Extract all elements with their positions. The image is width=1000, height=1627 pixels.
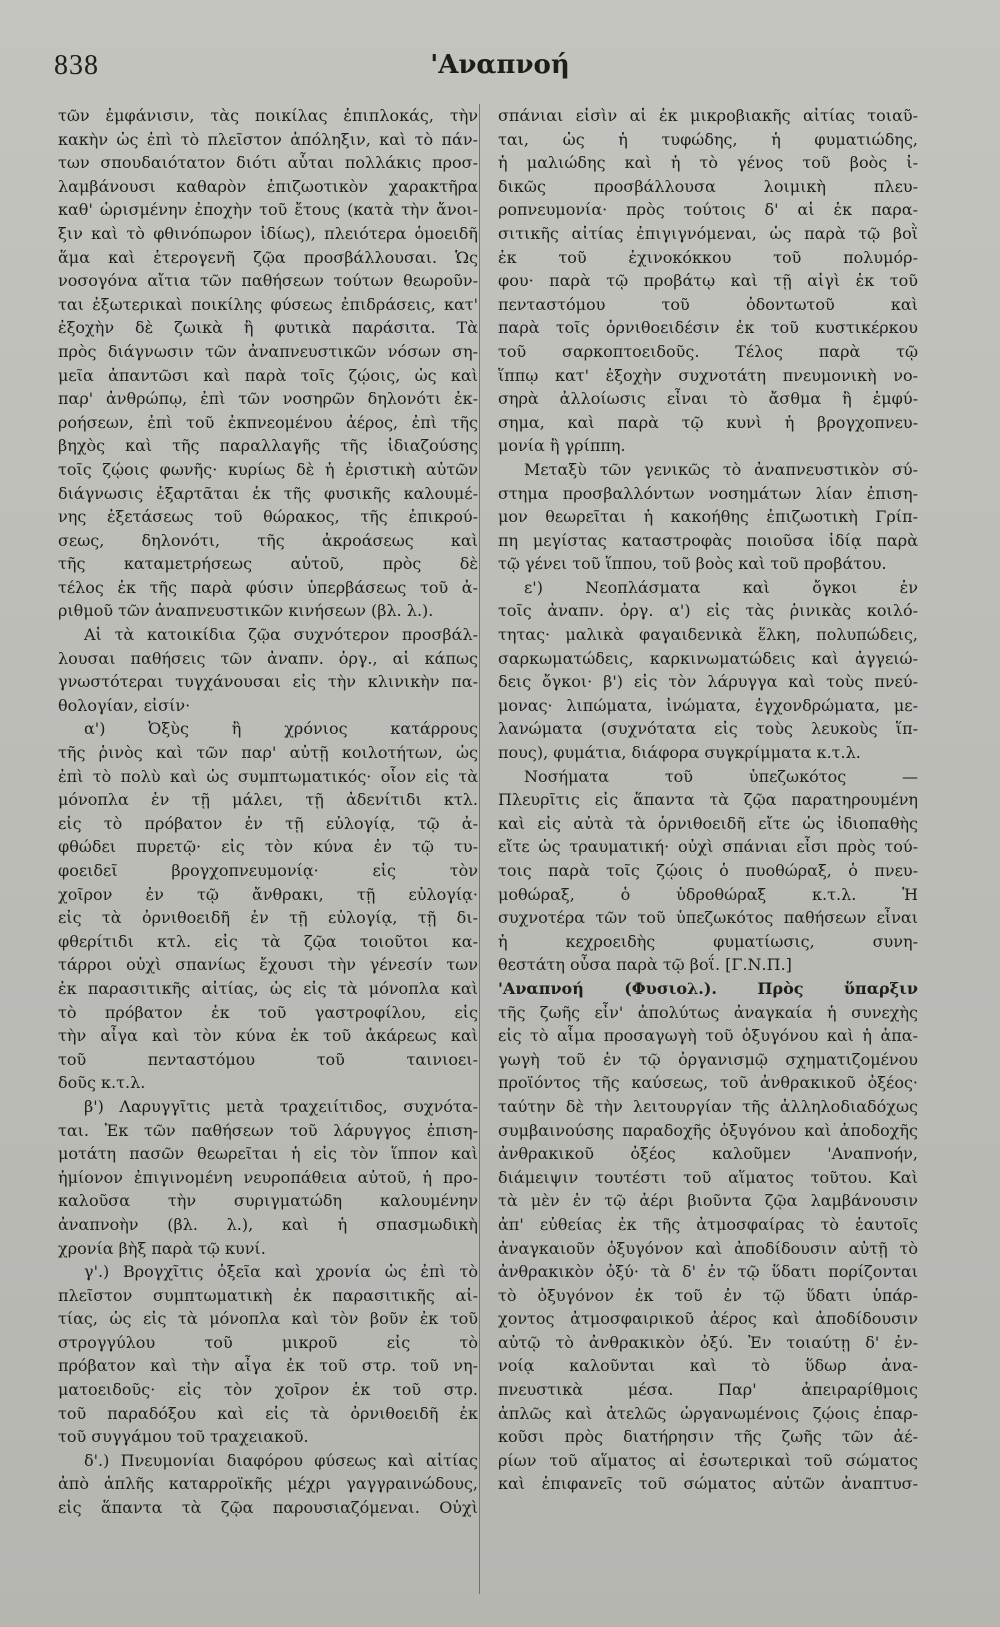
text-line: συμβαινούσης παραδοχῆς ὀξυγόνου καὶ ἀποδοχῆς xyxy=(498,1120,918,1140)
text-line: σεως, δηλονότι, τῆς ἀκροάσεως καὶ xyxy=(58,530,478,550)
text-line: ἀνθρακικοῦ ὀξέος καλοῦμεν 'Αναπνοήν, xyxy=(498,1144,918,1164)
text-line: λανώματα (συχνότατα εἰς τοὺς λευκοὺς ἵπ- xyxy=(498,719,918,739)
text-line: μονας· λιπώματα, ἰνώματα, ἐγχονδρώματα, με- xyxy=(498,695,918,715)
text-line: φθώδει πυρετῷ· εἰς τὸν κύνα ἐν τῷ τυ- xyxy=(58,837,478,857)
text-line: ἐκ παρασιτικῆς αἰτίας, ὡς εἰς τὰ μόνοπλα καὶ xyxy=(58,978,478,998)
text-line: θεστάτη οὖσα παρὰ τῷ βοΐ. [Γ.Ν.Π.] xyxy=(498,955,792,975)
text-line: ἅμα καὶ ἑτερογενῆ ζῷα προσβάλλουσαι. Ὡς xyxy=(58,247,478,267)
text-line: σηρὰ ἀλλοίωσις εἶναι τὸ ἄσθμα ἢ ἐμφύ- xyxy=(498,389,918,409)
text-line: ξιν καὶ τὸ φθινόπωρον ἰδίως), πλειότερα ὁμοειδῆ xyxy=(58,223,478,243)
text-line: ε') Νεοπλάσματα καὶ ὄγκοι ἐν xyxy=(524,577,918,597)
text-line: εἰς ἅπαντα τὰ ζῷα παρουσιαζόμεναι. Οὐχὶ xyxy=(58,1498,478,1518)
text-line: ἁπλῶς καὶ ἀτελῶς ὠργανωμένοις ζῴοις ἐπαρ- xyxy=(498,1403,918,1423)
text-line: δεις ὄγκοι· β') εἰς τὸν λάρυγγα καὶ τοὺς πνεύ- xyxy=(498,672,918,692)
text-line: τῆς ζωῆς εἶν' ἀπολύτως ἀναγκαία ἡ συνεχὴς xyxy=(498,1002,918,1022)
text-line: χρονία βὴξ παρὰ τῷ κυνί. xyxy=(58,1238,266,1258)
text-line: φθερίτιδι κτλ. εἰς τὰ ζῷα τοιοῦτοι κα- xyxy=(58,931,478,951)
right-text-column xyxy=(498,104,918,1496)
text-line: συχνοτέρα τῶν τοῦ ὑπεζωκότος παθήσεων εἶναι xyxy=(498,908,918,928)
text-line: ριθμοῦ τῶν ἀναπνευστικῶν κινήσεων (βλ. λ.). xyxy=(58,601,434,621)
left-text-column xyxy=(58,104,478,1520)
text-line: εἰς τὸ πρόβατον ἐν τῇ εὐλογίᾳ, τῷ ἀ- xyxy=(58,813,478,833)
text-line: τῆς ῥινὸς καὶ τῶν παρ' αὐτῇ κοιλοτήτων, ὡς xyxy=(58,743,478,763)
text-line: χοντος ἀτμοσφαιρικοῦ ἀέρος καὶ ἀποδίδουσιν xyxy=(498,1309,918,1329)
text-line: ται ἐξωτερικαὶ ποικίλης φύσεως ἐπιδράσεις, κατ' xyxy=(58,294,478,314)
text-line: ται, ὡς ἡ τυφώδης, ἡ φυματιώδης, xyxy=(498,129,918,149)
text-line: δ'.) Πνευμονίαι διαφόρου φύσεως καὶ αἰτίας xyxy=(84,1450,478,1470)
column-divider xyxy=(479,104,480,1594)
text-line: σημα, καὶ παρὰ τῷ κυνὶ ἡ βρογχοπνευ- xyxy=(498,412,918,432)
text-line: τέλος ἐκ τῆς παρὰ φύσιν ὑπερβάσεως τοῦ ἀ- xyxy=(58,577,478,597)
text-line: στρογγύλου τοῦ μικροῦ εἰς τὸ xyxy=(58,1332,478,1352)
text-line: στημα προσβαλλόντων νοσημάτων λίαν ἐπιση- xyxy=(498,483,918,503)
text-line: τοῦ σαρκοπτοειδοῦς. Τέλος παρὰ τῷ xyxy=(498,341,918,361)
text-line: γ'.) Βρογχῖτις ὀξεῖα καὶ χρονία ὡς ἐπὶ τὸ xyxy=(84,1262,478,1282)
text-line: τίας, ὡς εἰς τὰ μόνοπλα καὶ τὸν βοῦν ἐκ τοῦ xyxy=(58,1309,478,1329)
text-line: Πλευρῖτις εἰς ἅπαντα τὰ ζῷα παρατηρουμένη xyxy=(498,790,918,810)
text-line: μοθώραξ, ὁ ὑδροθώραξ κ.τ.λ. Ἡ xyxy=(498,884,918,904)
text-line: νοίᾳ καλοῦνται καὶ τὸ ὕδωρ ἀνα- xyxy=(498,1356,918,1376)
text-line: ροπνευμονία· πρὸς τούτοις δ' αἱ ἐκ παρα- xyxy=(498,200,918,220)
text-line: παρὰ τοῖς ὀρνιθοειδέσιν ἐκ τοῦ κυστικέρκου xyxy=(498,318,918,338)
text-line: ἡ κεχροειδὴς φυματίωσις, συνη- xyxy=(498,931,918,951)
text-line: 'Αναπνοή (Φυσιολ.). Πρὸς ὕπαρξιν xyxy=(498,978,918,998)
text-line: κακὴν ὡς ἐπὶ τὸ πλεῖστον ἀπόληξιν, καὶ τὸ πάν- xyxy=(58,129,478,149)
text-line: τὸ πρόβατον ἐκ τοῦ γαστροφίλου, εἰς xyxy=(58,1002,478,1022)
text-line: προϊόντος τῆς καύσεως, τοῦ ἀνθρακικοῦ ὀξέος· xyxy=(498,1073,918,1093)
text-line: μόνοπλα ἐν τῇ μάλει, τῇ ἀδενίτιδι κτλ. xyxy=(58,790,478,810)
text-line: μονία ἢ γρίππη. xyxy=(498,436,626,456)
text-line: ἀπὸ ἁπλῆς καταρροϊκῆς μέχρι γαγγραινώδους, xyxy=(58,1474,478,1494)
text-line: κοῦσι πρὸς διατήρησιν τῆς ζωῆς τῶν ἀέ- xyxy=(498,1427,918,1447)
text-line: αὐτῷ τὸ ἀνθρακικὸν ὀξύ. Ἐν τοιαύτῃ δ' ἐν- xyxy=(498,1332,918,1352)
text-line: φοειδεῖ βρογχοπνευμονίᾳ· εἰς τὸν xyxy=(58,861,478,880)
text-line: ἡμίονον ἐπιγινομένη νευροπάθεια αὐτοῦ, ἡ προ- xyxy=(58,1167,478,1187)
text-line: τὴν αἶγα καὶ τὸν κύνα ἐκ τοῦ ἀκάρεως καὶ xyxy=(58,1026,478,1046)
text-line: τὰ μὲν ἐν τῷ ἀέρι βιοῦντα ζῷα λαμβάνουσιν xyxy=(498,1191,918,1211)
text-line: μεῖα ἀπαντῶσι καὶ παρὰ τοῖς ζῴοις, ὡς καὶ xyxy=(58,365,478,385)
text-line: εἰς τὸ αἷμα προσαγωγὴ τοῦ ὀξυγόνου καὶ ἡ ἀπα- xyxy=(498,1026,918,1046)
text-line: τοῦ παραδόξου καὶ εἰς τὰ ὀρνιθοειδῆ ἐκ xyxy=(58,1403,478,1423)
text-line: λουσαι παθήσεις τῶν ἀναπν. ὀργ., αἱ κάπως xyxy=(58,648,478,668)
text-line: τοῦ πενταστόμου τοῦ ταινιοει- xyxy=(58,1049,478,1069)
text-line: μον θεωρεῖται ἡ κακοήθης ἐπιζωοτικὴ Γρίπ- xyxy=(498,507,918,527)
text-line: α') Ὀξὺς ἢ χρόνιος κατάρρους xyxy=(84,719,478,739)
text-line: των σπουδαιότατον διότι αὗται πολλάκις προσ- xyxy=(58,153,478,173)
text-line: πους), φυμάτια, διάφορα συγκρίμματα κ.τ.λ. xyxy=(498,743,861,763)
text-line: ἀπ' εὐθείας ἐκ τῆς ἀτμοσφαίρας τὸ ἑαυτοῖς xyxy=(498,1214,918,1234)
text-line: ἵππῳ κατ' ἐξοχὴν συχνοτάτη πνευμονικὴ νο- xyxy=(498,365,918,385)
text-line: τοῖς ἀναπν. ὀργ. α') εἰς τὰς ῥινικὰς κοιλό- xyxy=(498,601,918,621)
text-line: εἴτε ὡς τραυματική· οὐχὶ σπάνιαι εἶσι πρὸς τού- xyxy=(498,837,918,857)
text-line: πρὸς διάγνωσιν τῶν ἀναπνευστικῶν νόσων ση- xyxy=(58,341,478,361)
text-line: τάρροι οὐχὶ σπανίως ἔχουσι τὴν γένεσίν των xyxy=(58,955,478,975)
text-line: καθ' ὡρισμένην ἐποχὴν τοῦ ἔτους (κατὰ τὴν ἄνοι- xyxy=(58,200,478,220)
text-line: Μεταξὺ τῶν γενικῶς τὸ ἀναπνευστικὸν σύ- xyxy=(524,459,918,479)
page-number: 838 xyxy=(54,50,99,81)
text-line: ἀνθρακικὸν ὀξύ· τὰ δ' ἐν τῷ ὕδατι πορίζονται xyxy=(498,1262,918,1282)
text-line: δικῶς προσβάλλουσα λοιμικὴ πλευ- xyxy=(498,176,918,196)
text-line: καὶ εἰς αὐτὰ τὰ ὀρνιθοειδῆ εἴτε ὡς ἰδιοπαθὴς xyxy=(498,813,918,833)
text-line: τῶν ἐμφάνισιν, τὰς ποικίλας ἐπιπλοκάς, τὴν xyxy=(58,106,478,125)
text-line: πενταστόμου τοῦ ὀδοντωτοῦ καὶ xyxy=(498,294,918,314)
text-line: νοσογόνα αἴτια τῶν παθήσεων τούτων θεωροῦν- xyxy=(58,271,478,291)
text-line: ἐπὶ τὸ πολὺ καὶ ὡς συμπτωματικός· οἷον εἰς τὰ xyxy=(58,766,478,786)
text-line: ταύτην δὲ τὴν λειτουργίαν τῆς ἀλληλοδιαδόχως xyxy=(498,1096,918,1116)
text-line: τῷ γένει τοῦ ἵππου, τοῦ βοὸς καὶ τοῦ προβάτου. xyxy=(498,554,887,574)
text-line: ται. Ἐκ τῶν παθήσεων τοῦ λάρυγγος ἐπιση- xyxy=(58,1120,478,1140)
text-line: τοῖς ζῴοις φωνῆς· κυρίως δὲ ἡ ἐριστικὴ αὐτῶν xyxy=(58,459,478,479)
text-line: πνευστικὰ μέσα. Παρ' ἀπειραρίθμοις xyxy=(498,1380,918,1400)
text-line: καὶ ἐπιφανεῖς τοῦ σώματος αὐτῶν ἀναπτυσ- xyxy=(498,1474,918,1494)
text-line: ἀναπνοὴν (βλ. λ.), καὶ ἡ σπασμωδικὴ xyxy=(58,1214,478,1234)
text-line: νης ἐξετάσεως τοῦ θώρακος, τῆς ἐπικρού- xyxy=(58,507,478,527)
text-line: ἡ μαλιώδης καὶ ἡ τὸ γένος τοῦ βοὸς ἰ- xyxy=(498,153,918,173)
text-line: βηχὸς καὶ τῆς παραλλαγῆς τῆς ἰδιαζούσης xyxy=(58,436,478,456)
text-line: παρ' ἀνθρώπῳ, ἐπὶ τῶν νοσηρῶν δηλονότι ἐκ- xyxy=(58,389,478,409)
text-line: διάγνωσις ἐξαρτᾶται ἐκ τῆς φυσικῆς καλουμέ- xyxy=(58,483,478,503)
text-line: ρίων τοῦ αἵματος αἱ ἐσωτερικαὶ τοῦ σώματος xyxy=(498,1450,918,1470)
text-line: καλοῦσα τὴν συριγματώδη καλουμένην xyxy=(58,1191,478,1211)
text-line: εἰς τὰ ὀρνιθοειδῆ ἐν τῇ εὐλογίᾳ, τῇ δι- xyxy=(58,908,478,928)
text-line: διάμειψιν τουτέστι τοῦ αἵματος τοῦτου. Καὶ xyxy=(498,1167,918,1187)
text-line: ἐκ τοῦ ἐχινοκόκκου τοῦ πολυμόρ- xyxy=(498,247,918,267)
text-line: δοῦς κ.τ.λ. xyxy=(58,1073,146,1093)
text-line: θολογίαν, εἰσίν· xyxy=(58,695,191,715)
text-line: τοῦ συγγάμου τοῦ τραχειακοῦ. xyxy=(58,1427,309,1447)
text-line: ματοειδοῦς· εἰς τὸν χοῖρον ἐκ τοῦ στρ. xyxy=(58,1380,478,1400)
text-line: β') Λαρυγγῖτις μετὰ τραχειίτιδος, συχνότα- xyxy=(84,1096,478,1116)
text-line: ἐξοχὴν δὲ ζωικὰ ἢ φυτικὰ παράσιτα. Τὰ xyxy=(58,318,478,338)
running-head: 'Αναπνοή xyxy=(430,50,570,80)
text-line: πλεῖστον συμπτωματικὴ ἐκ παρασιτικῆς αἰ- xyxy=(58,1285,478,1305)
text-line: Αἱ τὰ κατοικίδια ζῷα συχνότερον προσβάλ- xyxy=(84,625,478,645)
text-line: λαμβάνουσι καθαρὸν ἐπιζωοτικὸν χαρακτῆρα xyxy=(58,176,478,196)
text-line: τὸ ὀξυγόνον ἐκ τοῦ ἐν τῷ ὕδατι ὑπάρ- xyxy=(498,1285,918,1305)
text-line: γνωστότεραι τυγχάνουσαι εἰς τὴν κλινικὴν πα- xyxy=(58,672,478,692)
page-header xyxy=(54,50,946,90)
text-line: πη μεγίστας καταστροφὰς ποιοῦσα ἰδίᾳ παρὰ xyxy=(498,530,918,550)
text-line: ροήσεων, ἐπὶ τοῦ ἐκπνεομένου ἀέρος, ἐπὶ τῆς xyxy=(58,412,478,432)
text-line: σαρκωματώδεις, καρκινωματώδεις καὶ ἀγγειώ- xyxy=(498,648,918,668)
text-line: Νοσήματα τοῦ ὑπεζωκότος — xyxy=(524,766,918,786)
text-line: φου· παρὰ τῷ προβάτῳ καὶ τῇ αἰγὶ ἐκ τοῦ xyxy=(498,271,918,291)
text-line: σπάνιαι εἰσὶν αἱ ἐκ μικροβιακῆς αἰτίας τοιαῦ- xyxy=(498,106,918,125)
text-line: τοις παρὰ τοῖς ζῴοις ὁ πυοθώραξ, ὁ πνευ- xyxy=(498,861,918,880)
text-line: γωγὴ τοῦ ἐν τῷ ὀργανισμῷ σχηματιζομένου xyxy=(498,1049,918,1069)
text-line: τῆς καταμετρήσεως αὐτοῦ, πρὸς δὲ xyxy=(58,554,478,574)
text-line: σιτικῆς αἰτίας ἐπιγιγνόμεναι, ὡς παρὰ τῷ βοῒ xyxy=(498,223,918,243)
text-line: πρόβατον καὶ τὴν αἶγα ἐκ τοῦ στρ. τοῦ νη- xyxy=(58,1356,478,1376)
text-line: τητας· μαλικὰ φαγαιδενικὰ ἕλκη, πολυπώδεις, xyxy=(498,625,918,645)
text-line: χοῖρον ἐν τῷ ἄνθρακι, τῇ εὐλογίᾳ· xyxy=(58,884,478,904)
text-line: ἀναγκαιοῦν ὀξυγόνον καὶ ἀποδίδουσιν αὐτῇ τὸ xyxy=(498,1238,918,1258)
text-line: μοτάτη πασῶν θεωρεῖται ἡ εἰς τὸν ἵππον καὶ xyxy=(58,1144,478,1164)
